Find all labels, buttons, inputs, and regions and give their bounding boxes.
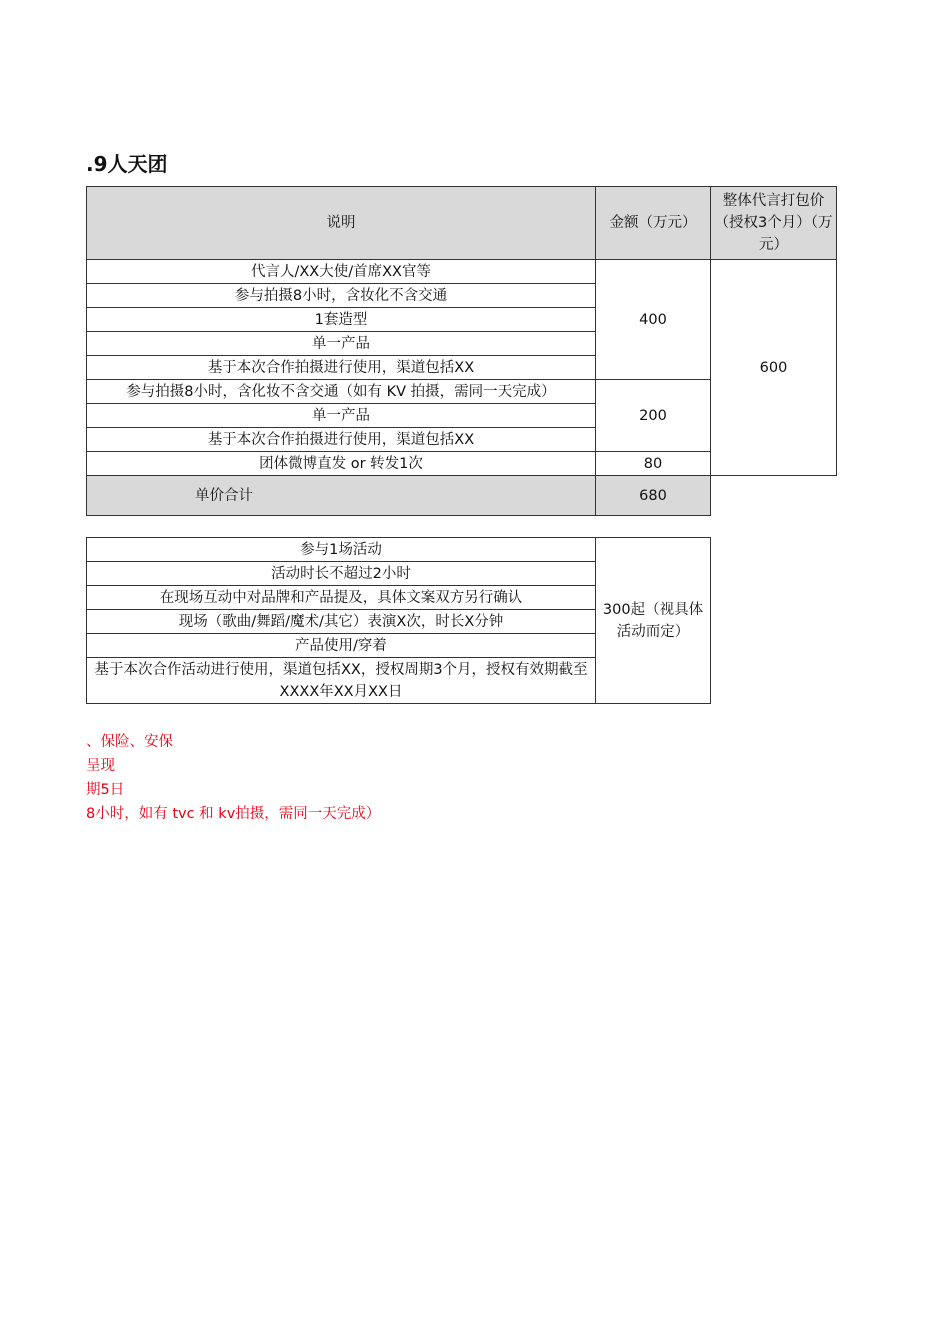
note-line: 8小时，如有 tvc 和 kv拍摄，需同一天完成）: [86, 806, 381, 822]
amount-cell-group1: 400: [596, 260, 711, 380]
desc-cell: 团体微博直发 or 转发1次: [87, 452, 596, 476]
event-table: [86, 537, 711, 704]
note-line: 呈现: [86, 758, 115, 774]
desc-cell: 参与拍摄8小时，含妆化不含交通: [87, 284, 596, 308]
header-desc: 说明: [87, 187, 596, 260]
header-amount: 金额（万元）: [596, 187, 711, 260]
page-title: .9人天团: [86, 152, 168, 176]
package-price-cell: 600: [711, 260, 837, 476]
table-header-row: [87, 187, 837, 260]
total-row: [87, 476, 837, 516]
amount-cell-group3: 80: [596, 452, 711, 476]
desc-cell: 参与拍摄8小时，含化妆不含交通（如有 KV 拍摄，需同一天完成）: [87, 380, 596, 404]
header-package: 整体代言打包价（授权3个月）（万元）: [711, 187, 837, 260]
amount-cell-group2: 200: [596, 380, 711, 452]
empty-cell: [711, 476, 837, 516]
desc-cell: 活动时长不超过2小时: [87, 562, 596, 586]
desc-cell: 基于本次合作活动进行使用，渠道包括XX，授权周期3个月，授权有效期截至XXXX年XX月XX日: [87, 658, 596, 704]
pricing-table: [86, 186, 837, 516]
note-line: 、保险、安保: [86, 734, 173, 750]
notes-block: [86, 730, 686, 826]
desc-cell: 现场（歌曲/舞蹈/魔术/其它）表演X次，时长X分钟: [87, 610, 596, 634]
desc-cell: 基于本次合作拍摄进行使用，渠道包括XX: [87, 428, 596, 452]
desc-cell: 1套造型: [87, 308, 596, 332]
desc-cell: 单一产品: [87, 332, 596, 356]
desc-cell: 产品使用/穿着: [87, 634, 596, 658]
table-row: [87, 260, 837, 284]
event-amount-cell: 300起（视具体活动而定）: [596, 538, 711, 704]
desc-cell: 在现场互动中对品牌和产品提及，具体文案双方另行确认: [87, 586, 596, 610]
total-label: 单价合计: [87, 476, 596, 516]
desc-cell: 基于本次合作拍摄进行使用，渠道包括XX: [87, 356, 596, 380]
total-amount: 680: [596, 476, 711, 516]
table-row: [87, 538, 711, 562]
desc-cell: 单一产品: [87, 404, 596, 428]
note-line: 期5日: [86, 782, 125, 798]
desc-cell: 代言人/XX大使/首席XX官等: [87, 260, 596, 284]
desc-cell: 参与1场活动: [87, 538, 596, 562]
